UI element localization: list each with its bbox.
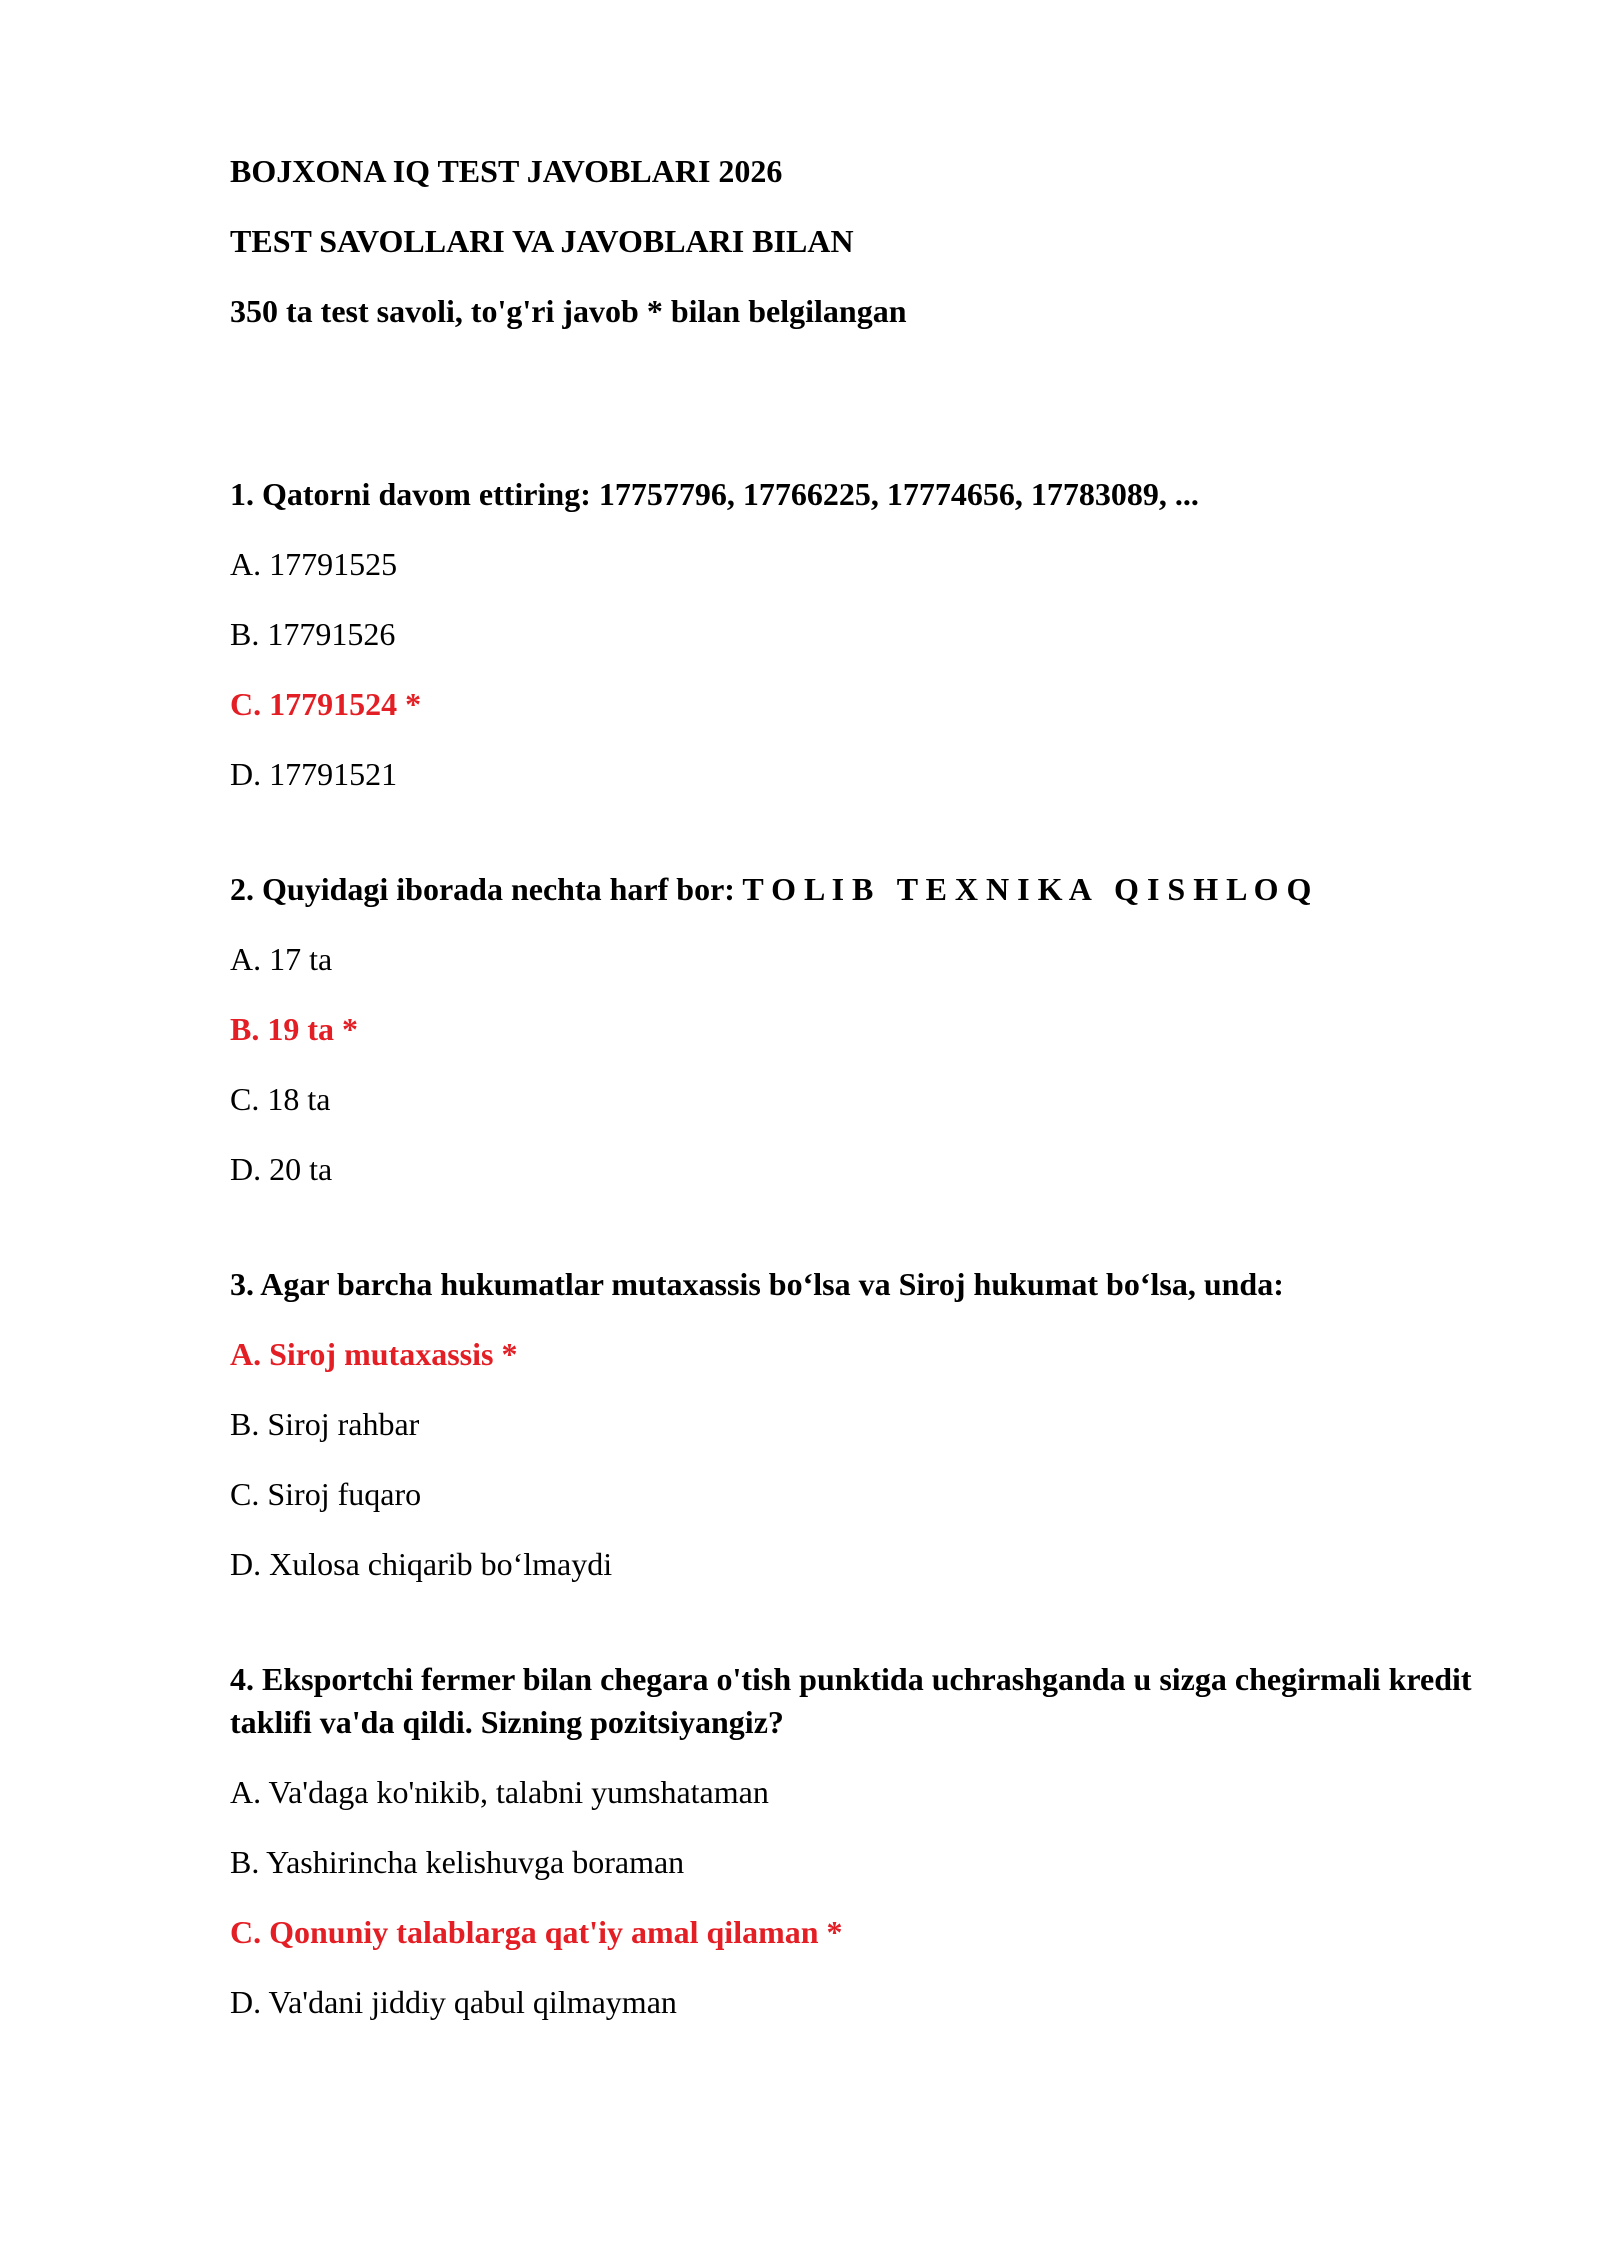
question-text: 2. Quyidagi iborada nechta harf bor: T O L I B T E X N I K A Q I S H L O Q	[230, 871, 1312, 907]
answer-option-a: A. Siroj mutaxassis *	[230, 1336, 518, 1372]
answer-option-d: D. Xulosa chiqarib bo‘lmaydi	[230, 1546, 613, 1582]
answer-option-a: A. 17 ta	[230, 941, 333, 977]
answer-option-d: D. 20 ta	[230, 1151, 333, 1187]
answer-option-b: B. Siroj rahbar	[230, 1406, 420, 1442]
document-subtitle: TEST SAVOLLARI VA JAVOBLARI BILAN	[230, 223, 854, 259]
answer-option-c: C. Siroj fuqaro	[230, 1476, 422, 1512]
answer-option-b: B. 17791526	[230, 616, 396, 652]
answer-option-b: B. 19 ta *	[230, 1011, 358, 1047]
answer-option-d: D. 17791521	[230, 756, 398, 792]
answer-option-c: C. 18 ta	[230, 1081, 331, 1117]
answer-option-b: B. Yashirincha kelishuvga boraman	[230, 1844, 685, 1880]
question-text: 3. Agar barcha hukumatlar mutaxassis bo‘lsa va Siroj hukumat bo‘lsa, unda:	[230, 1266, 1284, 1302]
document-title: BOJXONA IQ TEST JAVOBLARI 2026	[230, 153, 783, 189]
question-2	[230, 868, 1600, 1191]
answer-option-d: D. Va'dani jiddiy qabul qilmayman	[230, 1984, 677, 2020]
answer-option-c: C. Qonuniy talablarga qat'iy amal qilaman *	[230, 1914, 843, 1950]
answer-option-a: A. Va'daga ko'nikib, talabni yumshataman	[230, 1774, 769, 1810]
answer-option-a: A. 17791525	[230, 546, 398, 582]
question-list	[230, 473, 1600, 2024]
document-header	[230, 150, 1600, 333]
question-text: 4. Eksportchi fermer bilan chegara o'tish punktida uchrashganda u sizga chegirmali kredit taklifi va'da qildi. Sizning pozitsiyangiz?	[230, 1661, 1480, 1740]
question-4	[230, 1658, 1600, 2024]
document-note: 350 ta test savoli, to'g'ri javob * bilan belgilangan	[230, 293, 907, 329]
answer-option-c: C. 17791524 *	[230, 686, 422, 722]
question-3	[230, 1263, 1600, 1586]
question-1	[230, 473, 1600, 796]
question-text: 1. Qatorni davom ettiring: 17757796, 17766225, 17774656, 17783089, ...	[230, 476, 1199, 512]
